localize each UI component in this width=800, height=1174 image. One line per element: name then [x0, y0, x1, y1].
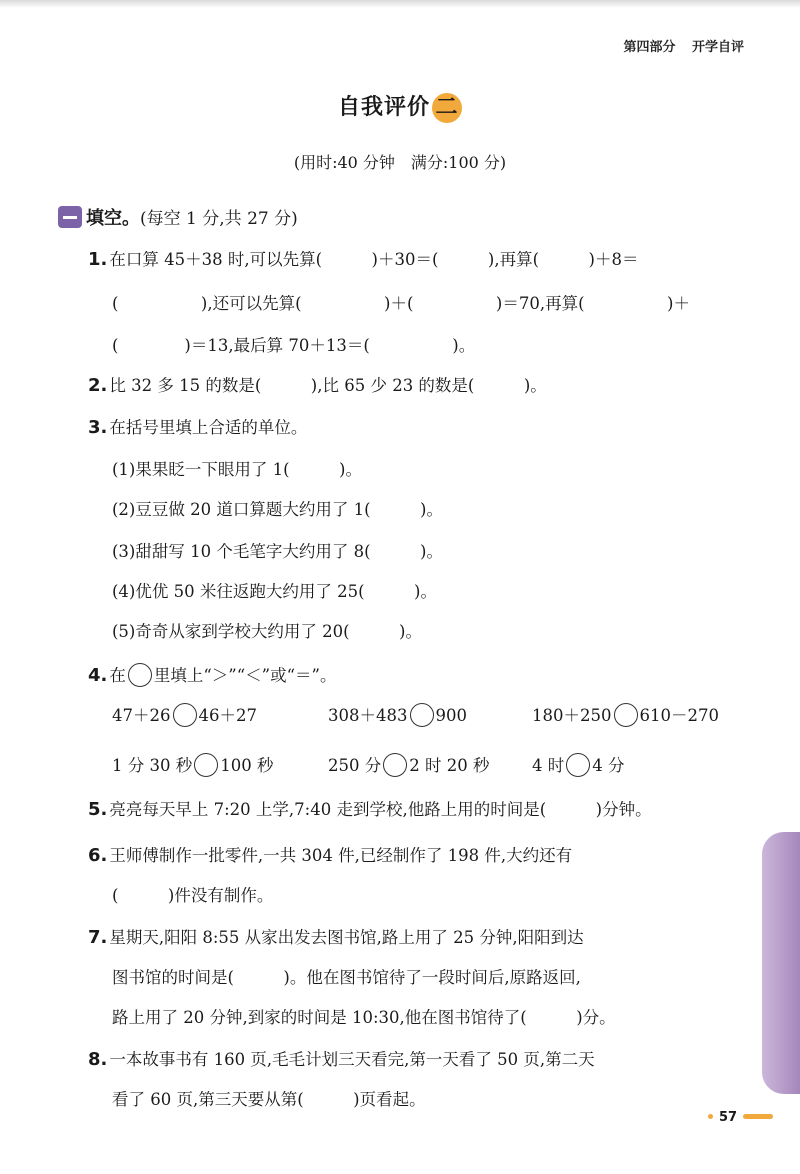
running-header: [623, 36, 744, 55]
compare-left: 308＋483: [328, 706, 408, 725]
question-text: 王师傅制作一批零件,一共 304 件,已经制作了 198 件,大约还有: [109, 846, 573, 865]
question-7-line-3: 路上用了 20 分钟,到家的时间是 10:30,他在图书馆待了( )分。: [112, 1008, 616, 1027]
answer-circle[interactable]: [614, 703, 638, 727]
question-1: [88, 246, 638, 270]
question-6: [88, 842, 572, 866]
section-note: (每空 1 分,共 27 分): [140, 209, 298, 229]
compare-right: 900: [435, 706, 467, 725]
compare-item: [328, 702, 467, 727]
compare-right: 100 秒: [220, 756, 274, 775]
compare-item: [112, 702, 257, 727]
question-1-line-2: ( ),还可以先算( )＋( )＝70,再算( )＋: [112, 294, 690, 313]
answer-circle[interactable]: [383, 753, 407, 777]
answer-circle[interactable]: [173, 703, 197, 727]
page-number: [708, 1110, 773, 1125]
question-number: 5.: [88, 799, 108, 820]
question-7-line-2: 图书馆的时间是( )。他在图书馆待了一段时间后,原路返回,: [112, 968, 581, 987]
timing-note: (用时:40 分钟 满分:100 分): [293, 153, 507, 172]
question-number: 6.: [88, 845, 108, 866]
compare-item: [328, 752, 489, 777]
question-number: 3.: [88, 417, 108, 438]
question-1-line-3: ( )＝13,最后算 70＋13＝( )。: [112, 336, 476, 355]
question-text: 在括号里填上合适的单位。: [109, 418, 308, 437]
page-number-text: 57: [719, 1110, 738, 1125]
compare-left: 47＋26: [112, 706, 171, 725]
compare-left: 180＋250: [532, 706, 612, 725]
title-number-badge: 二: [432, 93, 462, 123]
question-number: 2.: [88, 375, 108, 396]
question-2: [88, 372, 547, 396]
compare-circle-icon: [128, 663, 152, 687]
question-5: [88, 796, 652, 820]
compare-right: 2 时 20 秒: [409, 756, 490, 775]
question-4: [88, 662, 337, 687]
question-6-line-2: ( )件没有制作。: [112, 886, 274, 905]
section-title: 填空。: [86, 208, 140, 229]
section-heading: [58, 204, 298, 230]
question-text: 在口算 45＋38 时,可以先算( )＋30＝( ),再算( )＋8＝: [109, 250, 639, 269]
question-text-pre: 在: [109, 666, 126, 685]
question-text: 星期天,阳阳 8:55 从家出发去图书馆,路上用了 25 分钟,阳阳到达: [109, 928, 584, 947]
question-8-line-2: 看了 60 页,第三天要从第( )页看起。: [112, 1090, 426, 1109]
compare-right: 4 分: [592, 756, 625, 775]
question-8: [88, 1046, 595, 1070]
question-text: 一本故事书有 160 页,毛毛计划三天看完,第一天看了 50 页,第二天: [109, 1050, 595, 1069]
compare-item: [532, 702, 719, 727]
question-3-item-5: (5)奇奇从家到学校大约用了 20( )。: [112, 622, 422, 641]
question-text-post: 里填上“＞”“＜”或“＝”。: [153, 666, 337, 685]
page-title: [0, 90, 800, 123]
question-3-item-1: (1)果果眨一下眼用了 1( )。: [112, 460, 362, 479]
title-text: 自我评价: [337, 95, 430, 120]
compare-left: 1 分 30 秒: [112, 756, 193, 775]
question-text: 比 32 多 15 的数是( ),比 65 少 23 的数是( )。: [109, 376, 547, 395]
section-one-badge-icon: [58, 206, 82, 228]
compare-left: 4 时: [532, 756, 565, 775]
header-section: 开学自评: [691, 40, 744, 55]
compare-right: 46＋27: [198, 706, 257, 725]
question-3: [88, 414, 307, 438]
question-text: 亮亮每天早上 7:20 上学,7:40 走到学校,他路上用的时间是( )分钟。: [109, 800, 652, 819]
compare-item: [112, 752, 273, 777]
question-3-item-4: (4)优优 50 米往返跑大约用了 25( )。: [112, 582, 437, 601]
question-3-item-2: (2)豆豆做 20 道口算题大约用了 1( )。: [112, 500, 443, 519]
answer-circle[interactable]: [194, 753, 218, 777]
compare-left: 250 分: [328, 756, 382, 775]
question-number: 1.: [88, 249, 108, 270]
question-number: 4.: [88, 665, 108, 686]
header-part: 第四部分: [623, 40, 676, 55]
question-number: 7.: [88, 927, 108, 948]
page-dot-icon: [708, 1114, 713, 1119]
question-3-item-3: (3)甜甜写 10 个毛笔字大约用了 8( )。: [112, 542, 443, 561]
side-tab: [762, 832, 800, 1094]
page-top-edge: [0, 0, 800, 8]
compare-item: [532, 752, 625, 777]
answer-circle[interactable]: [566, 753, 590, 777]
answer-circle[interactable]: [410, 703, 434, 727]
compare-right: 610－270: [639, 706, 719, 725]
question-7: [88, 924, 584, 948]
page-bar-icon: [743, 1114, 773, 1119]
question-number: 8.: [88, 1049, 108, 1070]
